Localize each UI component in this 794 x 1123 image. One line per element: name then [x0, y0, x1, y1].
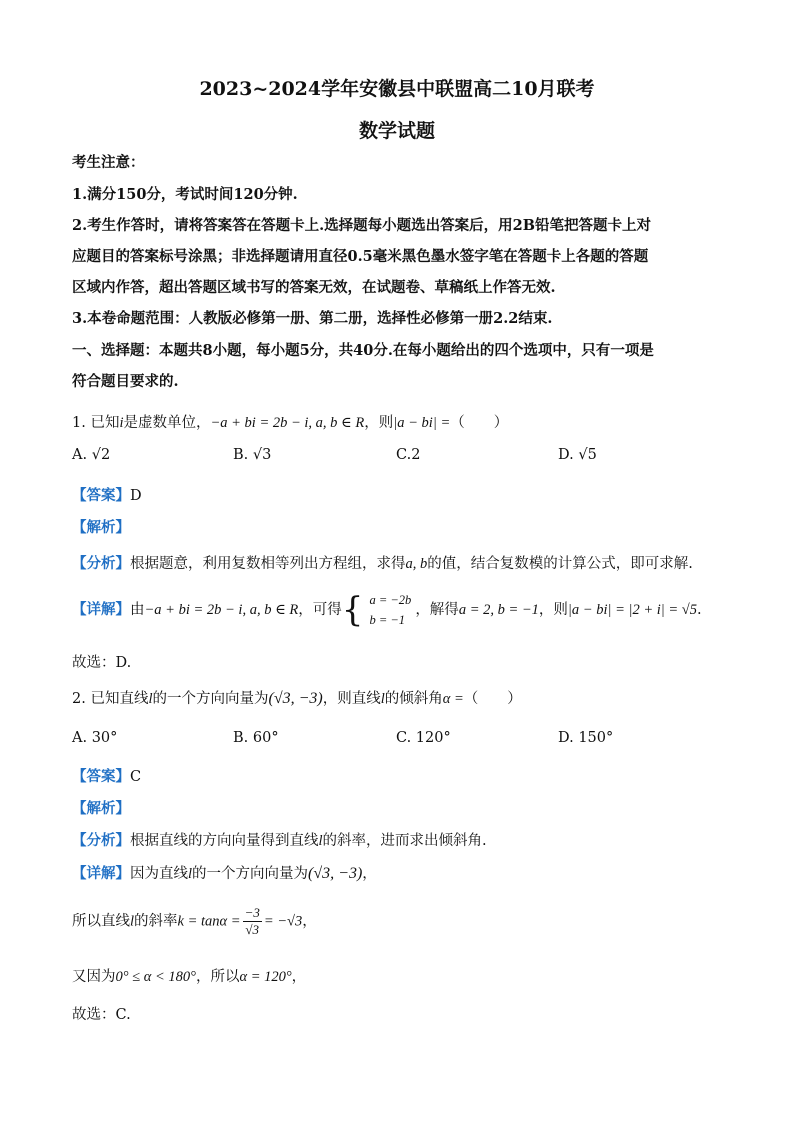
q2-analysis-tag: 【解析】: [72, 800, 130, 817]
slope-fraction: $\frac{-3}{√3}$: [244, 905, 260, 937]
exam-subtitle: 数学试题: [358, 120, 435, 142]
q2-fenxi: 【分析】根据直线的方向向量得到直线l的斜率，进而求出倾斜角.: [72, 832, 487, 849]
q1-fenxi: 【分析】根据题意，利用复数相等列出方程组，求得a, b的值，结合复数模的计算公式，即可求解.: [72, 555, 693, 572]
q2-xiangjie: 【详解】因为直线l的一个方向向量为(√3, −3)，: [72, 865, 377, 882]
equation-system: a = −2b b = −1: [369, 593, 412, 627]
q2-option-a: A. 30°: [72, 730, 118, 746]
notice-item-1: 1.满分150分，考试时间120分钟.: [72, 186, 298, 203]
q1-option-b: B. √3: [233, 447, 272, 463]
notice-heading: 考生注意：: [72, 154, 145, 171]
q1-equation: −a + bi = 2b − i, a, b ∈ R: [210, 415, 365, 431]
q2-option-b: B. 60°: [233, 730, 279, 746]
q1-answer: 【答案】D: [72, 487, 142, 504]
notice-item-2-line-1: 2.考生作答时，请将答案答在答题卡上.选择题每小题选出答案后，用2B铅笔把答题卡上对: [72, 217, 652, 234]
notice-item-2-line-3: 区域内作答，超出答题区域书写的答案无效，在试题卷、草稿纸上作答无效.: [72, 279, 556, 296]
q1-xiangjie: 【详解】由−a + bi = 2b − i, a, b ∈ R，可得{ a = −2b b = −1 ，解得a = 2, b = −1，则|a − bi| = |2 + i| = √5.: [72, 590, 702, 630]
left-brace: {: [341, 590, 364, 630]
notice-item-3: 3.本卷命题范围：人教版必修第一册、第二册，选择性必修第一册2.2结束.: [72, 310, 553, 327]
q2-choose: 故选：C.: [72, 1007, 131, 1023]
section-heading-line-1: 一、选择题：本题共8小题，每小题5分，共40分.在每小题给出的四个选项中，只有一项是: [72, 342, 654, 359]
q1-choose: 故选：D.: [72, 655, 132, 671]
q2-range: 又因为0° ≤ α < 180°，所以α = 120°，: [72, 969, 307, 985]
q2-slope: 所以直线l的斜率k = tanα = $\frac{-3}{√3}$ = −√3，: [72, 905, 317, 937]
q2-option-d: D. 150°: [558, 730, 614, 746]
q2-answer: 【答案】C: [72, 768, 142, 785]
q1-abs-expression: |a − bi| =: [393, 415, 451, 431]
notice-item-2-line-2: 应题目的答案标号涂黑；非选择题请用直径0.5毫米黑色墨水签字笔在答题卡上各题的答题: [72, 248, 649, 265]
exam-title: 2023~2024学年安徽县中联盟高二10月联考: [199, 78, 595, 100]
q1-option-d: D. √5: [558, 447, 597, 463]
q1-option-a: A. √2: [72, 447, 111, 463]
q2-option-c: C. 120°: [396, 730, 451, 746]
q1-stem: 1. 已知i是虚数单位，−a + bi = 2b − i, a, b ∈ R，则|a − bi| =（ ）: [72, 415, 509, 431]
q1-option-c: C.2: [396, 447, 421, 463]
q1-analysis-tag: 【解析】: [72, 519, 130, 536]
q2-stem: 2. 已知直线l的一个方向向量为(√3, −3)，则直线l的倾斜角α =（ ）: [72, 690, 522, 707]
section-heading-line-2: 符合题目要求的.: [72, 373, 179, 390]
